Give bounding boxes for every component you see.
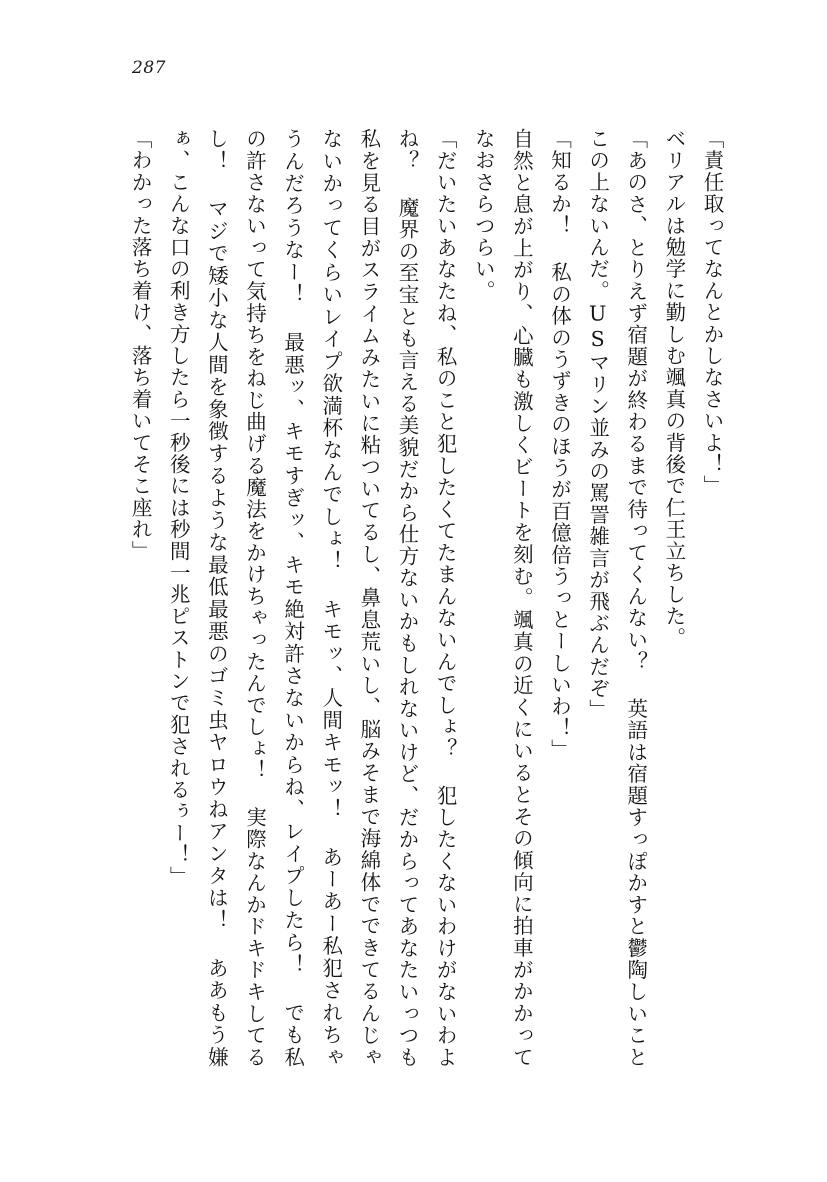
paragraph: 自然と息が上がり、心臓も激しくビートを刻む。颯真の近くにいるとその傾向に拍車がかかってなおさらつらい。	[471, 128, 534, 1068]
paragraph: 「責任取ってなんとかしなさいよ！」	[700, 128, 724, 497]
paragraph: 「わかった落ち着け、落ち着いてそこ座れ」	[128, 128, 153, 562]
paragraph: 「知るか！ 私の体のうずきのほうが百億倍うっとーしいわ！」	[547, 128, 572, 761]
paragraph: ベリアルは勉学に勤しむ颯真の背後で仁王立ちした。	[661, 128, 686, 649]
page-number: 287	[132, 58, 166, 78]
page-body-text	[71, 128, 731, 1068]
paragraph: 「あのさ、とりえず宿題が終わるまで待ってくんない？ 英語は宿題すっぽかすと鬱陶しいことこの上ないんだ。USマリン並みの罵詈雑言が飛ぶんだぞ」	[585, 128, 648, 1068]
paragraph: 「だいたいあなたね、私のこと犯したくてたまんないんでしょ？ 犯したくないわけがないわよね？ 魔界の至宝とも言える美貌だから仕方ないかもしれないけど、だからってあなたいっつも私を見る目がスライムみたいに粘ついてるし、鼻息荒いし、脳みそまで海綿体でできてるんじゃないかってくらいレイプ欲満杯なんでしょ！ キモッ、人間キモッ！ あーあー私犯されちゃうんだろうなー！ 最悪ッ、キモすぎッ、キモ絶対許さないからね、レイプしたら！ でも私の許さないって気持ちをねじ曲げる魔法をかけちゃったんでしょ！ 実際なんかドキドキしてるし！ マジで矮小な人間を象徴するような最低最悪のゴミ虫ヤロウねアンタは！ ああもう嫌ぁ、こんな口の利き方したら一秒後には秒間一兆ピストンで犯されるぅー！」	[166, 128, 458, 1068]
